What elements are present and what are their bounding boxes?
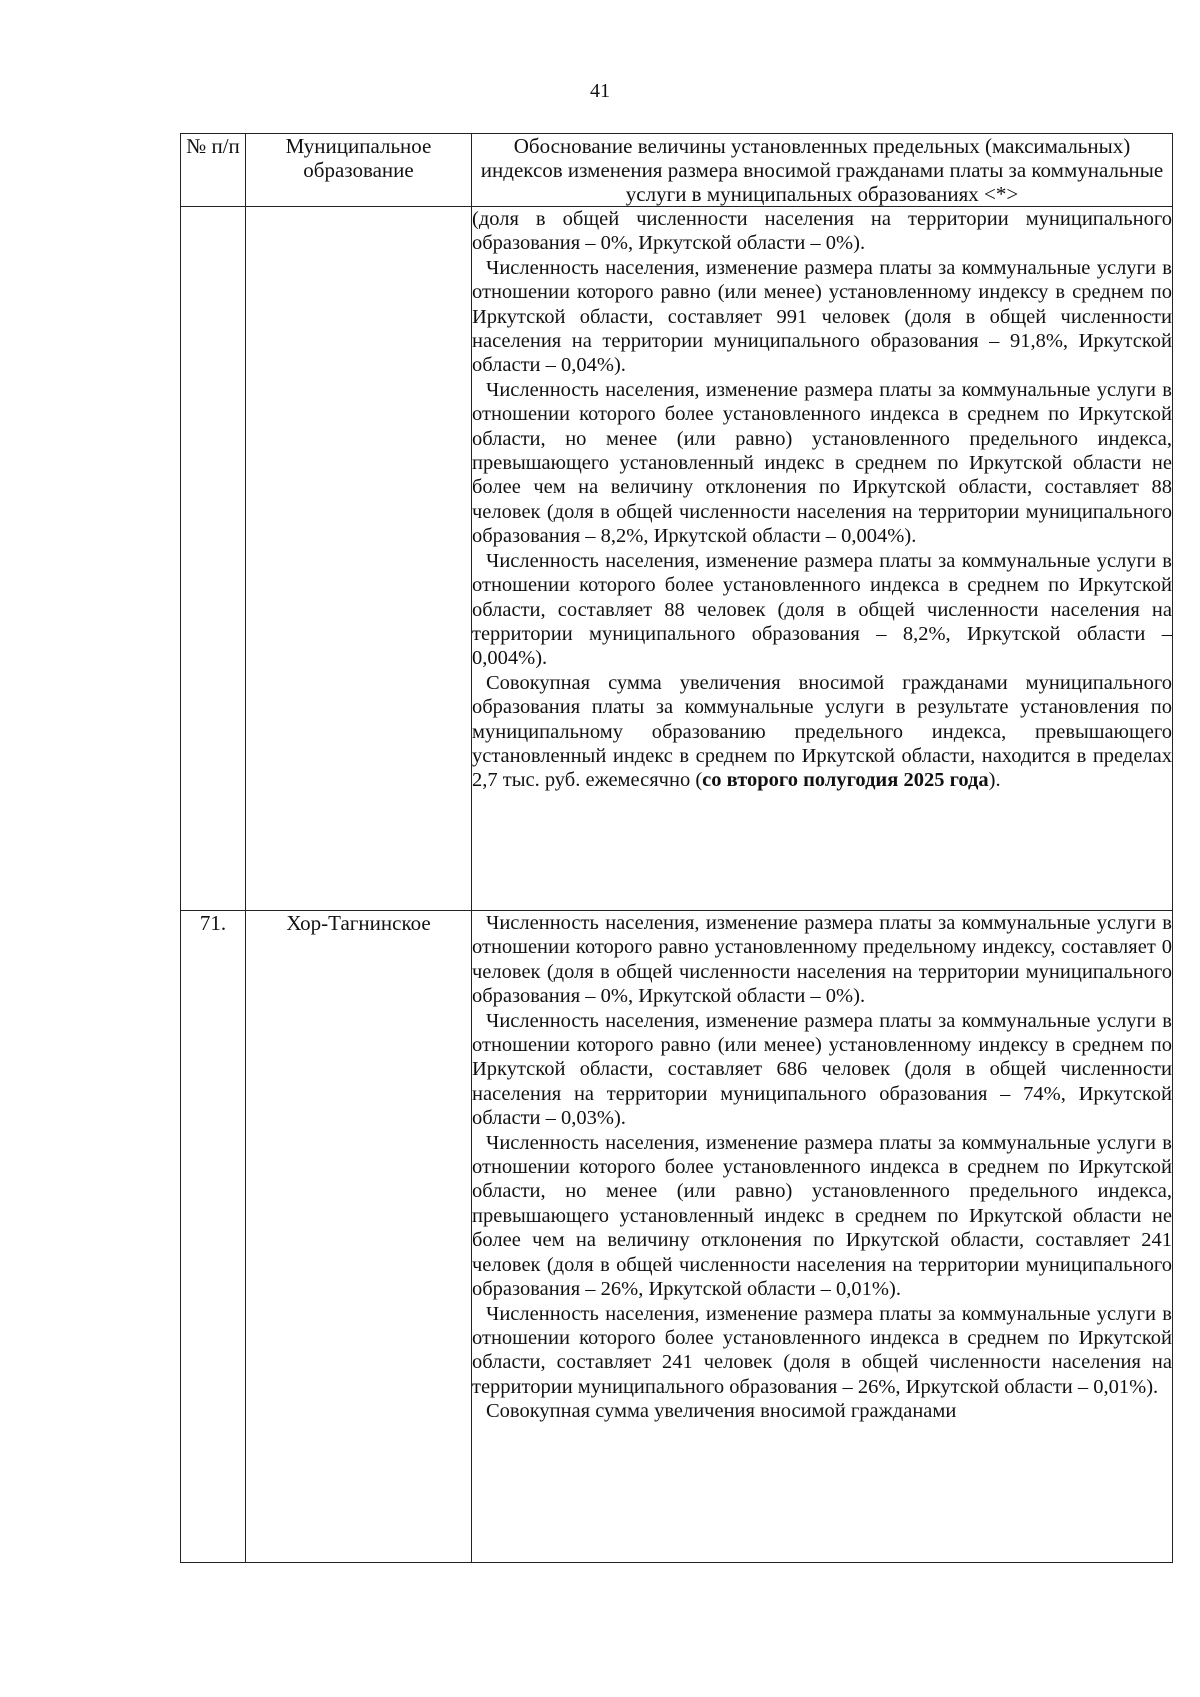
indices-table [180,133,1173,1563]
paragraph: Численность населения, изменение размера платы за коммунальные услуги в отношении которого более установленного индекса в среднем по Иркутской области, но менее (или равно) установленного предельного индекса, превышающего установленный индекс в среднем по Иркутской области не более чем на величину отклонения по Иркутской области, составляет 88 человек (доля в общей численности населения на территории муниципального образования – 8,2%, Иркутской области – 0,004%). [472,378,1172,548]
paragraph-total-sum: Совокупная сумма увеличения вносимой гражданами [486,1400,957,1423]
period-highlight: со второго полугодия 2025 года [702,769,989,792]
row-number [181,207,246,911]
header-justification: Обоснование величины установленных предельных (максимальных) индексов изменения размера вносимой гражданами платы за коммунальные услуги в муниципальных образованиях <*> [472,134,1173,207]
table-row [181,911,1173,1563]
paragraph: Численность населения, изменение размера платы за коммунальные услуги в отношении которого более установленного индекса в среднем по Иркутской области, составляет 241 человек (доля в общей численности населения на территории муниципального образования – 26%, Иркутской области – 0,01%). [472,1302,1172,1398]
paragraph-total-sum [472,671,1172,793]
row-municipality [246,207,472,911]
paragraph: Численность населения, изменение размера платы за коммунальные услуги в отношении которого более установленного индекса в среднем по Иркутской области, составляет 88 человек (доля в общей численности населения на территории муниципального образования – 8,2%, Иркутской области – 0,004%). [472,549,1172,670]
row-municipality: Хор-Тагнинское [246,911,472,1563]
table-row [181,207,1173,911]
row-number: 71. [181,911,246,1563]
total-sum-end: ). [988,769,1001,792]
row-justification [472,911,1173,1563]
page-number: 41 [590,80,610,102]
paragraph: (доля в общей численности населения на территории муниципального образования – 0%, Иркутской области – 0%). [472,208,1172,255]
header-number: № п/п [181,134,246,207]
total-sum-text: Совокупная сумма увеличения вносимой гражданами муниципального образования платы за коммунальные услуги в результате установления по муниципальному образованию предельного индекса, превышающего установленный индекс в среднем по Иркутской области, находится в пределах 2,7 тыс. руб. ежемесячно ( [472,671,1172,792]
table-header-row [181,134,1173,207]
paragraph: Численность населения, изменение размера платы за коммунальные услуги в отношении которого более установленного индекса в среднем по Иркутской области, но менее (или равно) установленного предельного индекса, превышающего установленный индекс в среднем по Иркутской области не более чем на величину отклонения по Иркутской области, составляет 241 человек (доля в общей численности населения на территории муниципального образования – 26%, Иркутской области – 0,01%). [472,1131,1172,1301]
paragraph: Численность населения, изменение размера платы за коммунальные услуги в отношении которого равно (или менее) установленному индексу в среднем по Иркутской области, составляет 991 человек (доля в общей численности населения на территории муниципального образования – 91,8%, Иркутской области – 0,04%). [472,256,1172,377]
header-municipality: Муниципальное образование [246,134,472,207]
paragraph: Численность населения, изменение размера платы за коммунальные услуги в отношении которого равно (или менее) установленному индексу в среднем по Иркутской области, составляет 686 человек (доля в общей численности населения на территории муниципального образования – 74%, Иркутской области – 0,03%). [472,1009,1172,1130]
paragraph: Численность населения, изменение размера платы за коммунальные услуги в отношении которого равно установленному предельному индексу, составляет 0 человек (доля в общей численности населения на территории муниципального образования – 0%, Иркутской области – 0%). [472,912,1172,1008]
row-justification [472,207,1173,911]
